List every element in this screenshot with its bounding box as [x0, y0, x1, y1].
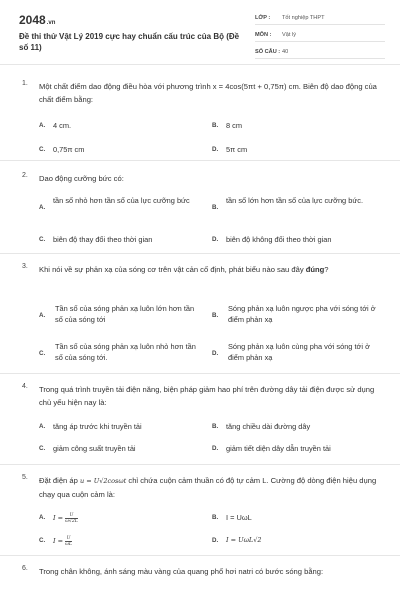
formula-fraction — [65, 513, 78, 524]
option-formula — [53, 535, 203, 547]
option-text: I = UωL√2 — [226, 536, 262, 544]
option-text: Sóng phản xạ luôn cùng pha với sóng tới ở điểm phản xạ — [228, 342, 370, 362]
meta-value: Vật lý — [282, 32, 296, 38]
exam-title: Đề thi thử Vật Lý 2019 cực hay chuẩn cấu trúc của Bộ (Đề số 11) — [19, 32, 240, 52]
exam-meta — [255, 12, 385, 63]
question-text: Một chất điểm dao động điều hòa với phương trình x = 4cos(5πt + 0,75π) cm. Biên độ dao động của chất điểm bằng: — [39, 82, 377, 104]
option-text: 4 cm. — [53, 121, 72, 130]
question-text-part: Đặt điện áp — [39, 476, 80, 485]
option-letter: A. — [39, 122, 46, 129]
logo-text: 2048 — [19, 13, 46, 27]
question-text: Trong chân không, ánh sáng màu vàng của quang phổ hơi natri có bước sóng bằng: — [39, 567, 324, 576]
meta-label: LỚP : — [255, 15, 271, 21]
option-text: Tần số của sóng phản xạ luôn lớn hơn tần số của sóng tới — [55, 304, 195, 324]
option-letter: D. — [212, 445, 219, 452]
question-number: 6. — [22, 565, 28, 572]
option-text: 8 cm — [226, 121, 243, 130]
exam-header — [0, 0, 400, 62]
meta-row-subject — [255, 29, 385, 46]
question-text-part: ? — [324, 265, 329, 274]
option-letter: B. — [212, 122, 219, 129]
option-text: Sóng phản xạ luôn ngược pha với sóng tới ở điểm phản xạ — [228, 304, 376, 324]
fraction-numerator: U — [66, 535, 71, 541]
fraction-denominator: ωL — [65, 541, 72, 547]
option-letter: D. — [212, 236, 219, 243]
meta-label: MÔN : — [255, 32, 272, 38]
option-text: tăng áp trước khi truyền tải — [53, 422, 142, 431]
option-text: Tần số của sóng phản xạ luôn nhỏ hơn tần số của sóng tới. — [55, 342, 196, 362]
question-text: Dao động cưỡng bức có: — [39, 174, 124, 183]
option-text: tần số nhỏ hơn tần số của lực cưỡng bức — [53, 196, 190, 205]
fraction-denominator: ω√2L — [65, 518, 78, 524]
question-emphasis: đúng — [305, 265, 325, 274]
question-number: 3. — [22, 263, 28, 270]
option-letter: C. — [39, 146, 46, 153]
option-letter: D. — [212, 537, 219, 544]
option-text: tăng chiều dài đường dây — [226, 422, 311, 431]
question-text-part: Khi nói về sự phản xạ của sóng cơ trên vật cản cố định, phát biểu nào sau đây — [39, 265, 306, 274]
question-text: Trong quá trình truyền tải điện năng, biện pháp giảm hao phí trên đường dây tải điện được sử dụng chủ yếu hiện nay là: — [39, 385, 375, 407]
question-number: 5. — [22, 474, 28, 481]
option-letter: A. — [39, 312, 46, 319]
option-text: I = UωL — [226, 513, 252, 522]
question-text-part: chỉ chứa cuộn cảm thuần có độ tự cảm L. Cường độ dòng điện hiệu dụng chạy qua cuộn cảm là: — [39, 476, 377, 499]
meta-underline — [255, 24, 385, 25]
formula-fraction — [65, 536, 72, 547]
meta-value: Tốt nghiệp THPT — [282, 15, 325, 21]
option-text: giảm tiết diện dây dẫn truyền tải — [226, 444, 331, 453]
option-letter: C. — [39, 236, 46, 243]
option-letter: A. — [39, 514, 46, 521]
divider — [0, 555, 400, 556]
formula-lhs: I = — [53, 537, 64, 545]
option-letter: C. — [39, 350, 46, 357]
question-number: 1. — [22, 80, 28, 87]
option-text: giảm công suất truyền tải — [53, 444, 136, 453]
meta-row-class — [255, 12, 385, 29]
site-logo[interactable] — [19, 13, 55, 27]
meta-underline — [255, 41, 385, 42]
divider — [0, 464, 400, 465]
option-letter: A. — [39, 204, 46, 211]
option-text: 0,75π cm — [53, 145, 85, 154]
option-letter: D. — [212, 146, 219, 153]
divider — [0, 160, 400, 161]
logo-suffix: .vn — [46, 20, 56, 26]
option-text: biên độ không đổi theo thời gian — [226, 235, 332, 244]
meta-underline — [255, 58, 385, 59]
option-text: tần số lớn hơn tần số của lực cưỡng bức. — [226, 196, 364, 205]
meta-row-count — [255, 46, 385, 63]
divider — [0, 253, 400, 254]
question-text — [39, 263, 379, 276]
divider — [0, 373, 400, 374]
option-formula — [53, 512, 203, 524]
question-text — [39, 474, 379, 501]
meta-value: 40 — [282, 49, 289, 55]
option-letter: B. — [212, 423, 219, 430]
question-number: 2. — [22, 172, 28, 179]
question-number: 4. — [22, 383, 28, 390]
option-letter: B. — [212, 312, 219, 319]
option-letter: C. — [39, 537, 46, 544]
option-letter: C. — [39, 445, 46, 452]
option-letter: D. — [212, 350, 219, 357]
formula-lhs: I = — [53, 514, 64, 522]
option-letter: B. — [212, 514, 219, 521]
meta-label: SỐ CÂU : — [255, 49, 281, 55]
option-letter: B. — [212, 204, 219, 211]
option-letter: A. — [39, 423, 46, 430]
fraction-numerator: U — [65, 513, 78, 519]
voltage-formula: u = U√2cosωt — [79, 477, 127, 485]
option-text: biên độ thay đổi theo thời gian — [53, 235, 153, 244]
divider — [0, 64, 400, 65]
option-text: 5π cm — [226, 145, 248, 154]
